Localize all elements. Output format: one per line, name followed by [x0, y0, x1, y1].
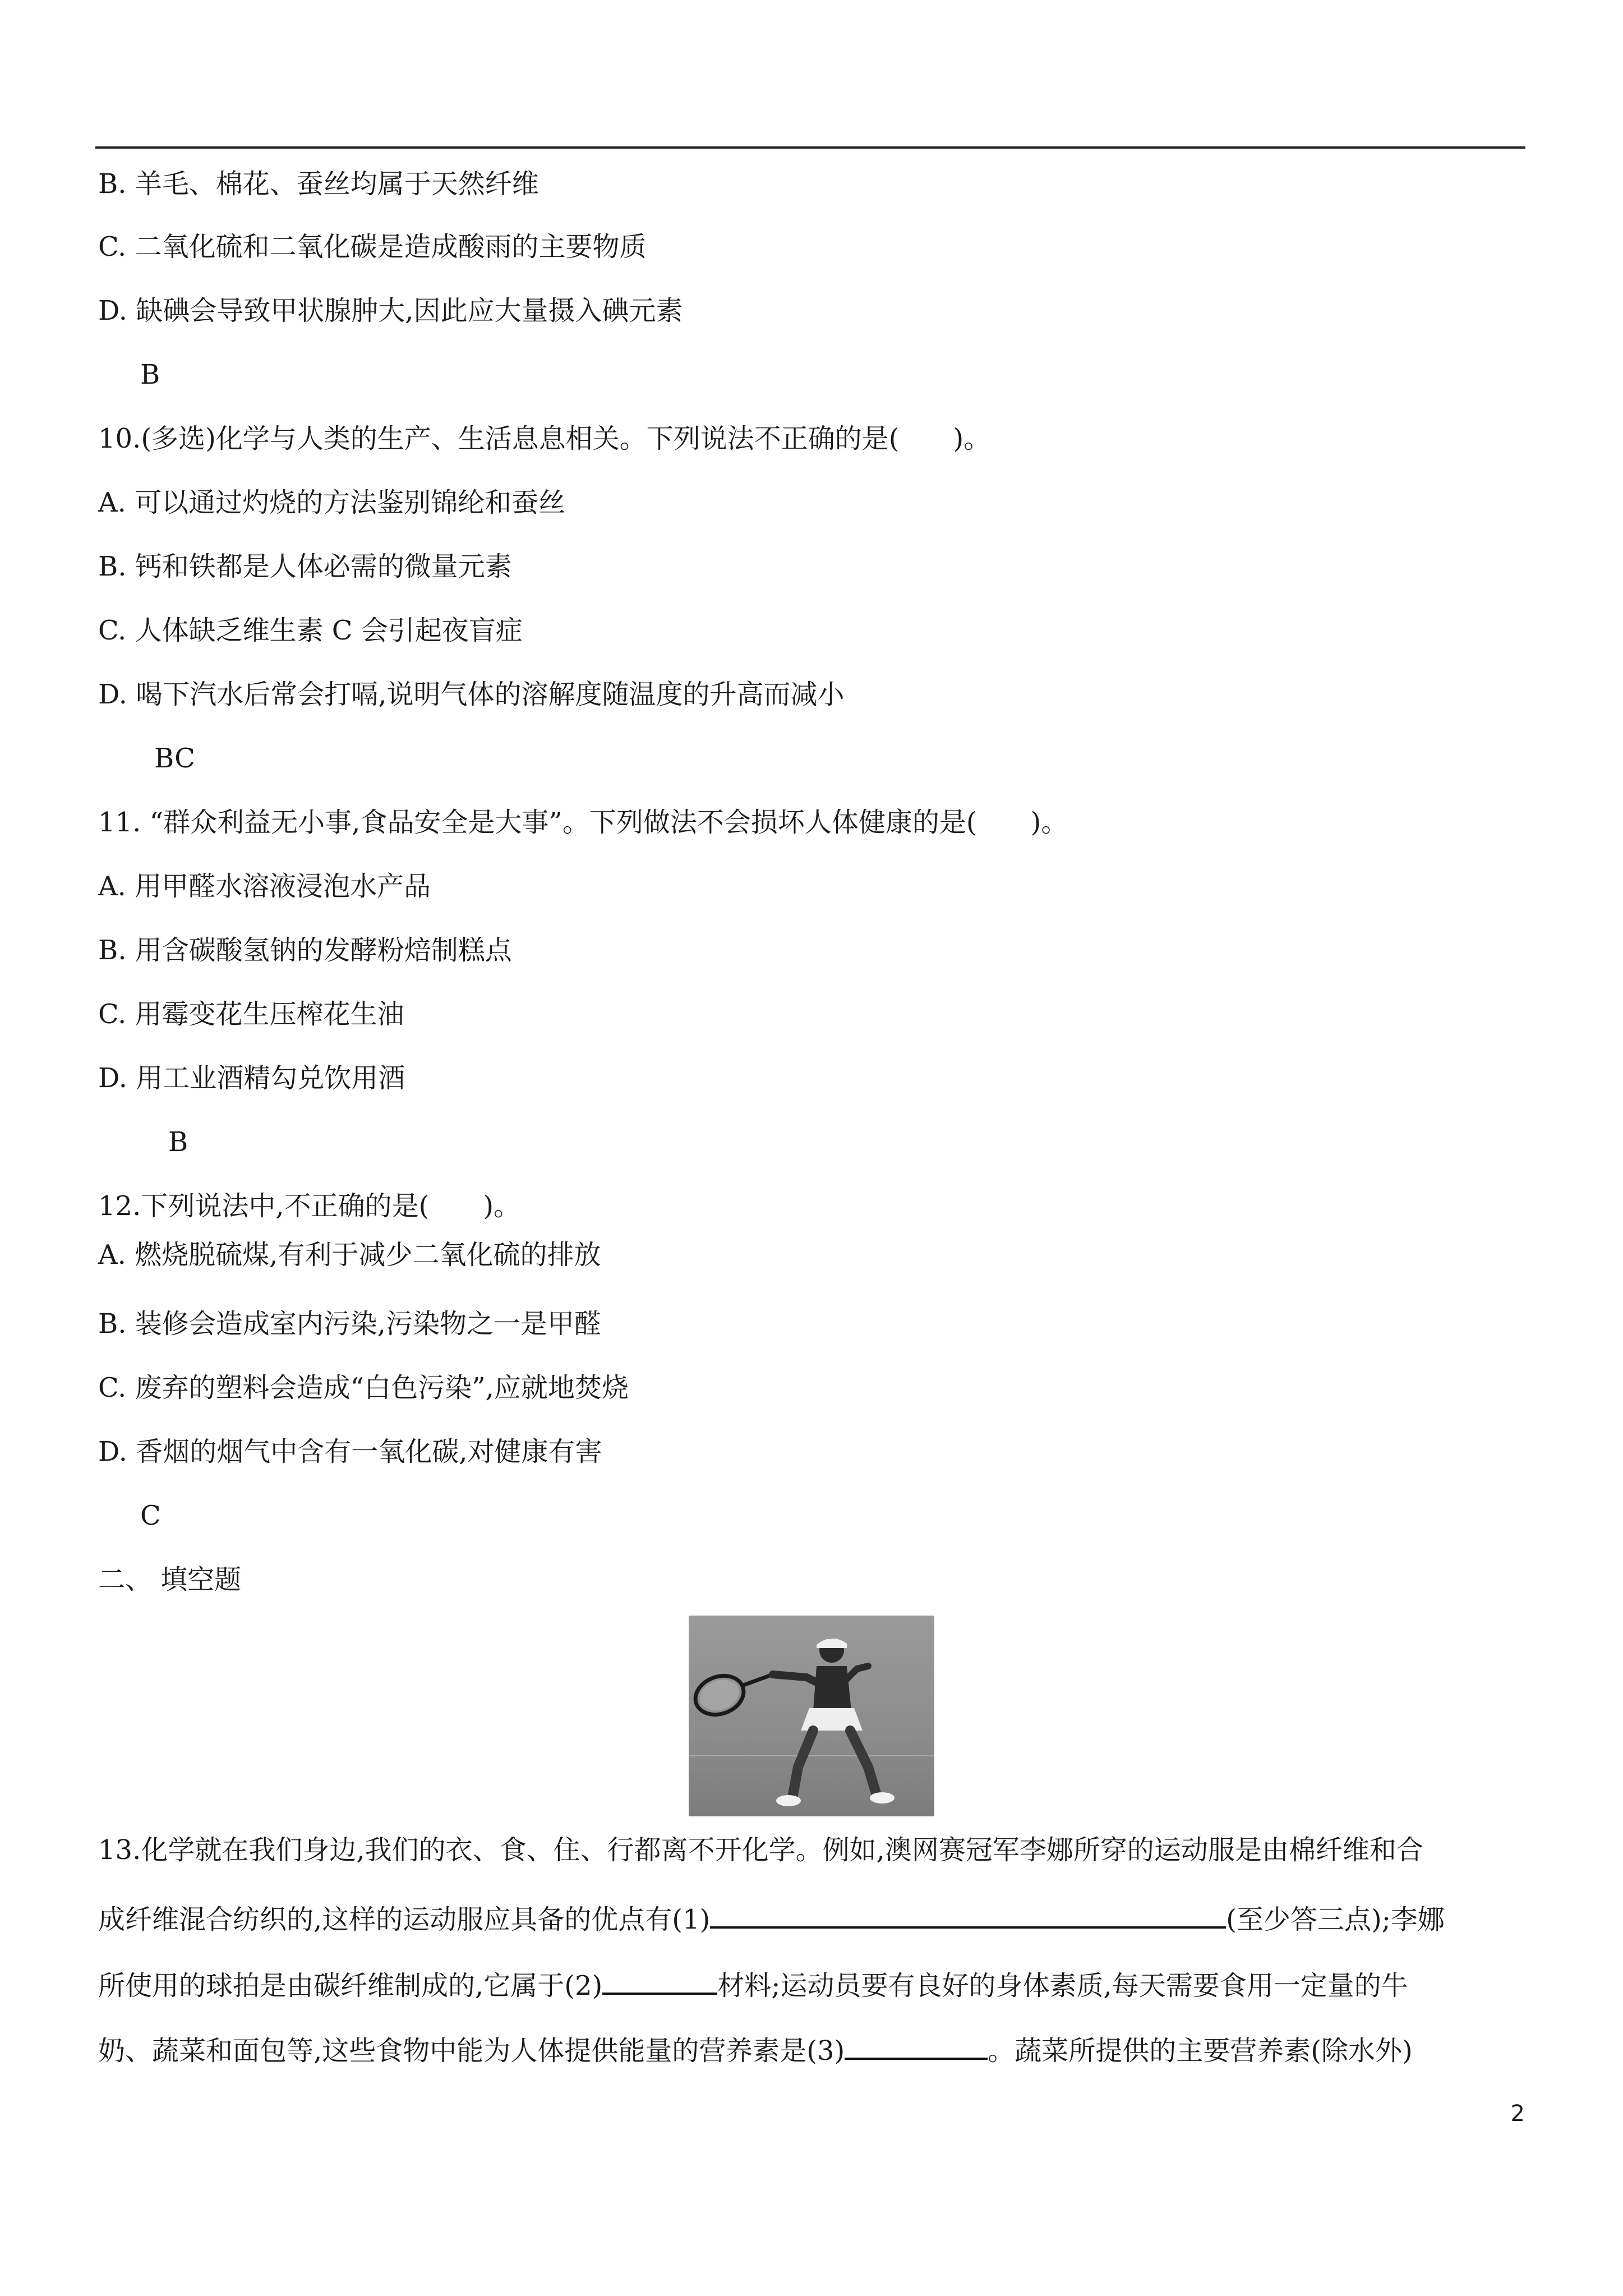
q10-stem: 10.(多选)化学与人类的生产、生活息息相关。下列说法不正确的是( )。 — [98, 423, 991, 454]
q10-option-c: C. 人体缺乏维生素 C 会引起夜盲症 — [98, 615, 523, 646]
q13-line-3-text-a: 所使用的球拍是由碳纤维制成的,它属于(2) — [98, 1970, 603, 2001]
q13-line-4-text-a: 奶、蔬菜和面包等,这些食物中能为人体提供能量的营养素是(3) — [98, 2035, 845, 2067]
q10-option-d: D. 喝下汽水后常会打嗝,说明气体的溶解度随温度的升高而减小 — [98, 679, 845, 710]
q11-option-a: A. 用甲醛水溶液浸泡水产品 — [98, 871, 431, 902]
q13-blank-2[interactable] — [602, 1966, 717, 1995]
header-rule — [95, 146, 1525, 149]
q11-option-d: D. 用工业酒精勾兑饮用酒 — [98, 1062, 405, 1094]
q12-option-d: D. 香烟的烟气中含有一氧化碳,对健康有害 — [98, 1436, 602, 1467]
q13-line-2-text-b: (至少答三点);李娜 — [1226, 1904, 1445, 1935]
q11-stem: 11. “群众利益无小事,食品安全是大事”。下列做法不会损坏人体健康的是( )。 — [98, 807, 1068, 838]
q11-answer: B — [168, 1126, 188, 1158]
q10-option-b: B. 钙和铁都是人体必需的微量元素 — [98, 551, 512, 582]
q10-answer: BC — [154, 743, 195, 774]
tennis-player-photo — [689, 1616, 934, 1816]
q13-line-1: 13.化学就在我们身边,我们的衣、食、住、行都离不开化学。例如,澳网赛冠军李娜所穿的运动服是由棉纤维和合 — [98, 1834, 1423, 1866]
q12-option-a: A. 燃烧脱硫煤,有利于减少二氧化硫的排放 — [98, 1239, 601, 1271]
q13-line-3-text-b: 材料;运动员要有良好的身体素质,每天需要食用一定量的牛 — [717, 1970, 1408, 2001]
q12-option-b: B. 装修会造成室内污染,污染物之一是甲醛 — [98, 1308, 602, 1340]
q12-answer: C — [140, 1500, 161, 1531]
q10-option-a: A. 可以通过灼烧的方法鉴别锦纶和蚕丝 — [98, 487, 566, 518]
q13-line-4-text-b: 。蔬菜所提供的主要营养素(除水外) — [988, 2035, 1413, 2067]
q9-option-d: D. 缺碘会导致甲状腺肿大,因此应大量摄入碘元素 — [98, 295, 683, 326]
q13-line-2-text-a: 成纤维混合纺织的,这样的运动服应具备的优点有(1) — [98, 1904, 711, 1935]
tennis-player-illustration — [689, 1616, 934, 1816]
q11-option-b: B. 用含碳酸氢钠的发酵粉焙制糕点 — [98, 935, 512, 966]
q13-blank-1[interactable] — [710, 1899, 1226, 1929]
q12-stem: 12.下列说法中,不正确的是( )。 — [98, 1190, 521, 1222]
q9-answer: B — [140, 359, 160, 390]
q12-option-c: C. 废弃的塑料会造成“白色污染”,应就地焚烧 — [98, 1372, 629, 1404]
q13-blank-3[interactable] — [845, 2031, 988, 2060]
q9-option-b: B. 羊毛、棉花、蚕丝均属于天然纤维 — [98, 168, 539, 200]
q13-line-4 — [98, 2031, 1413, 2068]
q11-option-c: C. 用霉变花生压榨花生油 — [98, 999, 404, 1030]
q9-option-c: C. 二氧化硫和二氧化碳是造成酸雨的主要物质 — [98, 231, 647, 263]
q13-line-3 — [98, 1966, 1408, 2003]
page-number: 2 — [1510, 2101, 1525, 2127]
q13-line-2 — [98, 1899, 1445, 1936]
section-heading-fill-in: 二、 填空题 — [98, 1564, 242, 1595]
